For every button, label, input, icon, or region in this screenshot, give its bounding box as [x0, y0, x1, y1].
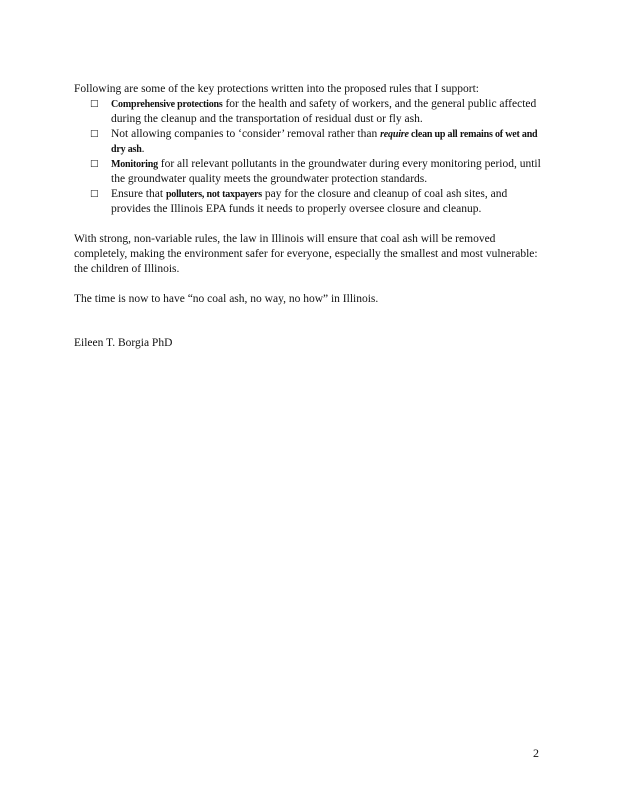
- item-emphasis: Monitoring: [111, 159, 158, 170]
- item-text: for the health and safety of workers, and the general public affected during the cleanup and the transportation of residual dust or fly ash.: [111, 98, 537, 125]
- square-bullet-icon: □: [90, 99, 99, 109]
- signature: Eileen T. Borgia PhD: [74, 337, 173, 349]
- square-bullet-icon: □: [90, 189, 99, 199]
- item-emphasis: polluters, not taxpayers: [165, 189, 262, 200]
- list-item: [74, 97, 544, 127]
- square-bullet-icon: □: [90, 129, 99, 139]
- list-item: [74, 157, 544, 187]
- square-bullet-icon: □: [90, 159, 99, 169]
- protections-list: [74, 97, 544, 217]
- list-item: [74, 187, 544, 217]
- item-lead: Not allowing companies to ‘consider’ removal rather than: [111, 128, 381, 140]
- item-emphasis-italic: require: [380, 129, 409, 140]
- list-item: [74, 127, 544, 157]
- item-text: pay for the closure and cleanup of coal ash sites, and provides the Illinois EPA funds it needs to properly oversee closure and cleanup.: [111, 188, 508, 215]
- page-number: 2: [533, 746, 539, 760]
- item-text: for all relevant pollutants in the groundwater during every monitoring period, until the groundwater quality meets the groundwater protection standards.: [111, 158, 541, 185]
- item-emphasis-tail: clean up all remains of wet and dry ash: [111, 129, 538, 155]
- item-text: .: [141, 143, 145, 155]
- closing-paragraph: With strong, non-variable rules, the law in Illinois will ensure that coal ash will be removed completely, making the environment safer for everyone, especially the smallest and most vulnerable: the children of Illinois.: [74, 233, 538, 275]
- closing-statement: The time is now to have “no coal ash, no way, no how” in Illinois.: [74, 293, 379, 305]
- intro-paragraph: Following are some of the key protections written into the proposed rules that I support:: [74, 83, 479, 95]
- item-emphasis: Comprehensive protections: [111, 99, 223, 110]
- item-lead: Ensure that: [111, 188, 166, 200]
